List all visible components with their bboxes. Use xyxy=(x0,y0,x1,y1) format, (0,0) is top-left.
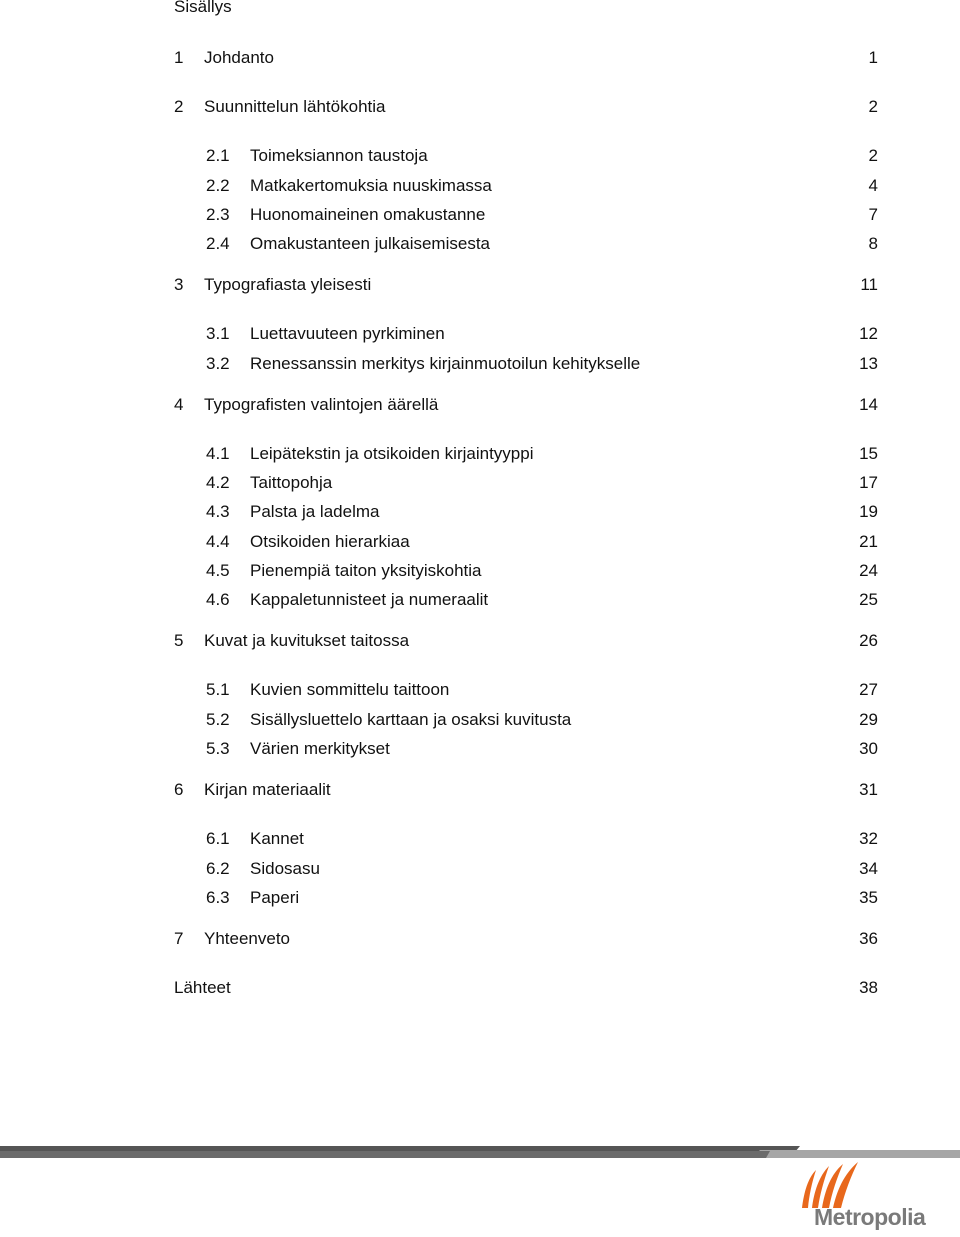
toc-entry-page: 36 xyxy=(859,929,878,948)
toc-entry[interactable] xyxy=(0,394,960,416)
toc-entry-page: 30 xyxy=(859,739,878,758)
toc-entry-number: 3.2 xyxy=(206,354,230,373)
page-title: Sisällys xyxy=(174,0,232,16)
toc-entry-title: Luettavuuteen pyrkiminen xyxy=(250,324,445,343)
toc-entry-page: 21 xyxy=(859,532,878,551)
toc-entry-title: Typografiasta yleisesti xyxy=(204,275,372,294)
toc-entry-page: 38 xyxy=(859,978,878,997)
toc-entry-page: 35 xyxy=(859,888,878,907)
toc-entry-title: Kappaletunnisteet ja numeraalit xyxy=(250,590,489,609)
toc-entry-number: 2.3 xyxy=(206,205,230,224)
toc-entry[interactable] xyxy=(0,501,960,523)
toc-entry-title: Paperi xyxy=(250,888,300,907)
toc-entry[interactable] xyxy=(0,709,960,731)
toc-entry-title: Kuvat ja kuvitukset taitossa xyxy=(204,631,410,650)
toc-entry[interactable] xyxy=(0,630,960,652)
toc-entry-page: 25 xyxy=(859,590,878,609)
toc-entry-page: 32 xyxy=(859,829,878,848)
toc-entry-title: Suunnittelun lähtökohtia xyxy=(204,97,386,116)
toc-entry[interactable] xyxy=(0,274,960,296)
toc-entry-title: Johdanto xyxy=(204,48,274,67)
toc-entry-page: 13 xyxy=(859,354,878,373)
toc-entry-number: 2 xyxy=(174,97,184,116)
toc-entry-page: 2 xyxy=(868,97,878,116)
toc-entry-number: 5.1 xyxy=(206,680,230,699)
toc-entry[interactable] xyxy=(0,96,960,118)
logo-wordmark: Metropolia xyxy=(814,1204,926,1230)
toc-entry[interactable] xyxy=(0,145,960,167)
toc-entry-title: Yhteenveto xyxy=(204,929,291,948)
toc-entry-number: 5.3 xyxy=(206,739,230,758)
toc-entry-page: 31 xyxy=(859,780,878,799)
toc-entry[interactable] xyxy=(0,858,960,880)
toc-entry-title: Taittopohja xyxy=(250,473,333,492)
toc-entry-page: 27 xyxy=(859,680,878,699)
toc-entry-number: 6.3 xyxy=(206,888,230,907)
toc-entry[interactable] xyxy=(0,323,960,345)
toc-entry-page: 29 xyxy=(859,710,878,729)
toc-entry-number: 1 xyxy=(174,48,184,67)
toc-entry-title: Toimeksiannon taustoja xyxy=(250,146,428,165)
toc-entry-title: Palsta ja ladelma xyxy=(250,502,380,521)
toc-entry[interactable] xyxy=(0,679,960,701)
toc-entry-number: 2.1 xyxy=(206,146,230,165)
toc-entry-number: 4 xyxy=(174,395,184,414)
toc-entry-number: 6.1 xyxy=(206,829,230,848)
toc-entry-title: Kuvien sommittelu taittoon xyxy=(250,680,450,699)
toc-entry-page: 34 xyxy=(859,859,878,878)
toc-entry[interactable] xyxy=(0,560,960,582)
toc-entry-number: 3 xyxy=(174,275,184,294)
toc-entry-number: 4.5 xyxy=(206,561,230,580)
toc-entry-title: Leipätekstin ja otsikoiden kirjaintyyppi xyxy=(250,444,534,463)
toc-entry-page: 15 xyxy=(859,444,878,463)
toc-entry[interactable] xyxy=(0,443,960,465)
toc-entry-page: 24 xyxy=(859,561,878,580)
toc-entry-number: 2.2 xyxy=(206,176,230,195)
toc-entry-number: 3.1 xyxy=(206,324,230,343)
toc-entry-title: Omakustanteen julkaisemisesta xyxy=(250,234,491,253)
toc-entry-number: 5.2 xyxy=(206,710,230,729)
toc-entry[interactable] xyxy=(0,977,960,999)
toc-entry[interactable] xyxy=(0,887,960,909)
toc-entry-number: 4.4 xyxy=(206,532,230,551)
toc-entry-page: 2 xyxy=(868,146,878,165)
toc-entry[interactable] xyxy=(0,779,960,801)
toc-entry-page: 4 xyxy=(868,176,878,195)
toc-entry-number: 4.6 xyxy=(206,590,230,609)
toc-entry-page: 14 xyxy=(859,395,878,414)
toc-entry-title: Renessanssin merkitys kirjainmuotoilun kehitykselle xyxy=(250,354,641,373)
toc-entry-title: Pienempiä taiton yksityiskohtia xyxy=(250,561,482,580)
toc-entry-title: Lähteet xyxy=(174,978,231,997)
toc-entry-title: Sisällysluettelo karttaan ja osaksi kuvitusta xyxy=(250,710,572,729)
toc-entry-page: 11 xyxy=(860,275,878,294)
toc-entry[interactable] xyxy=(0,738,960,760)
toc-entry-page: 8 xyxy=(868,234,878,253)
toc-entry[interactable] xyxy=(0,175,960,197)
toc-entry-title: Matkakertomuksia nuuskimassa xyxy=(250,176,492,195)
toc-entry-number: 4.2 xyxy=(206,473,230,492)
toc-entry-number: 6.2 xyxy=(206,859,230,878)
toc-entry[interactable] xyxy=(0,472,960,494)
toc-entry[interactable] xyxy=(0,47,960,69)
toc-entry[interactable] xyxy=(0,928,960,950)
toc-entry[interactable] xyxy=(0,204,960,226)
toc-entry-title: Huonomaineinen omakustanne xyxy=(250,205,486,224)
toc-entry-page: 7 xyxy=(868,205,878,224)
toc-entry-title: Sidosasu xyxy=(250,859,320,878)
toc-entry[interactable] xyxy=(0,589,960,611)
toc-entry-title: Kirjan materiaalit xyxy=(204,780,331,799)
toc-entry-page: 12 xyxy=(859,324,878,343)
toc-entry-title: Typografisten valintojen äärellä xyxy=(204,395,439,414)
toc-entry-title: Otsikoiden hierarkiaa xyxy=(250,532,410,551)
footer-band xyxy=(0,1146,960,1158)
metropolia-logo-icon xyxy=(796,1162,866,1210)
toc-entry-number: 4.3 xyxy=(206,502,230,521)
toc-entry[interactable] xyxy=(0,828,960,850)
toc-entry[interactable] xyxy=(0,233,960,255)
toc-entry-number: 5 xyxy=(174,631,184,650)
toc-entry-page: 19 xyxy=(859,502,878,521)
toc-entry-page: 26 xyxy=(859,631,878,650)
toc-entry-number: 7 xyxy=(174,929,184,948)
metropolia-logo xyxy=(796,1162,936,1234)
toc-entry-number: 4.1 xyxy=(206,444,230,463)
toc-entry-number: 2.4 xyxy=(206,234,230,253)
toc-entry-page: 1 xyxy=(868,48,878,67)
toc-entry-page: 17 xyxy=(859,473,878,492)
toc-entry-title: Värien merkitykset xyxy=(250,739,390,758)
footer-band-graphic xyxy=(0,1146,960,1158)
toc-entry[interactable] xyxy=(0,531,960,553)
toc-entry-title: Kannet xyxy=(250,829,304,848)
toc-entry-number: 6 xyxy=(174,780,184,799)
toc-entry[interactable] xyxy=(0,353,960,375)
